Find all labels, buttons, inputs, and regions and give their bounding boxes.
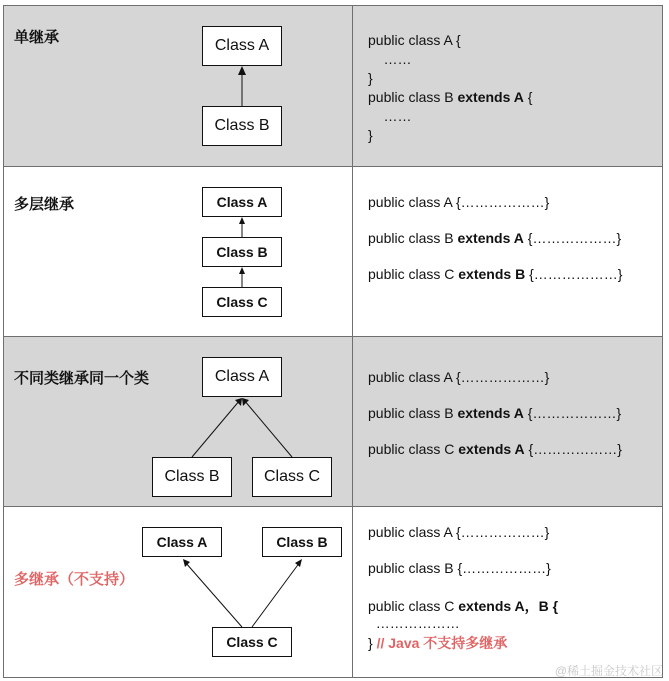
inheritance-table <box>3 5 663 678</box>
watermark: @稀土掘金技术社区 <box>554 664 663 678</box>
class-b-box: Class B <box>202 106 282 146</box>
code-line-6: } <box>368 127 373 143</box>
class-a-box: Class A <box>202 357 282 397</box>
row-hierarchical-inheritance <box>3 336 663 507</box>
row-label: 多继承（不支持） <box>14 571 135 588</box>
class-b-box: Class B <box>262 527 342 557</box>
column-divider <box>352 337 353 506</box>
code-line-3: public class C extends A，B { <box>368 598 559 614</box>
row-label: 不同类继承同一个类 <box>14 370 150 387</box>
code-line-5: } // Java 不支持多继承 <box>368 635 508 651</box>
row-multiple-inheritance <box>3 506 663 678</box>
code-line-2: public class B extends A {………………} <box>368 230 622 246</box>
arrow-b-to-a <box>192 400 240 457</box>
code-line-2: public class B {………………} <box>368 560 551 576</box>
code-line-3: } <box>368 70 373 86</box>
row-label: 多层继承 <box>14 196 75 213</box>
arrowhead <box>238 66 246 75</box>
inheritance-arrows <box>4 6 664 168</box>
arrow-c-to-b <box>252 562 300 627</box>
code-line-4: ……………… <box>368 615 460 631</box>
arrowhead <box>235 398 242 406</box>
arrow-c-to-a <box>185 562 242 627</box>
code-line-1: public class A { <box>368 32 461 48</box>
arrowhead <box>242 398 249 406</box>
inheritance-arrows <box>4 167 664 338</box>
code-line-2: public class B extends A {………………} <box>368 405 622 421</box>
row-multilevel-inheritance <box>3 166 663 337</box>
arrowhead <box>239 267 245 274</box>
code-line-3: public class C extends B {………………} <box>368 266 623 282</box>
arrowhead <box>183 559 190 567</box>
inheritance-arrows <box>4 337 664 508</box>
arrow-c-to-a <box>244 400 292 457</box>
code-line-1: public class A {………………} <box>368 524 550 540</box>
column-divider <box>352 6 353 166</box>
code-line-1: public class A {………………} <box>368 369 550 385</box>
code-line-1: public class A {………………} <box>368 194 550 210</box>
arrowhead <box>239 217 245 224</box>
class-b-box: Class B <box>202 237 282 267</box>
column-divider <box>352 507 353 677</box>
class-c-box: Class C <box>252 457 332 497</box>
row-single-inheritance <box>3 5 663 167</box>
class-b-box: Class B <box>152 457 232 497</box>
class-c-box: Class C <box>202 287 282 317</box>
arrowhead <box>295 559 302 567</box>
code-line-5: …… <box>368 108 412 124</box>
code-line-3: public class C extends A {………………} <box>368 441 622 457</box>
class-a-box: Class A <box>142 527 222 557</box>
class-c-box: Class C <box>212 627 292 657</box>
row-label: 单继承 <box>14 29 60 46</box>
class-a-box: Class A <box>202 26 282 66</box>
column-divider <box>352 167 353 336</box>
code-line-2: …… <box>368 51 412 67</box>
code-line-4: public class B extends A { <box>368 89 533 105</box>
class-a-box: Class A <box>202 187 282 217</box>
